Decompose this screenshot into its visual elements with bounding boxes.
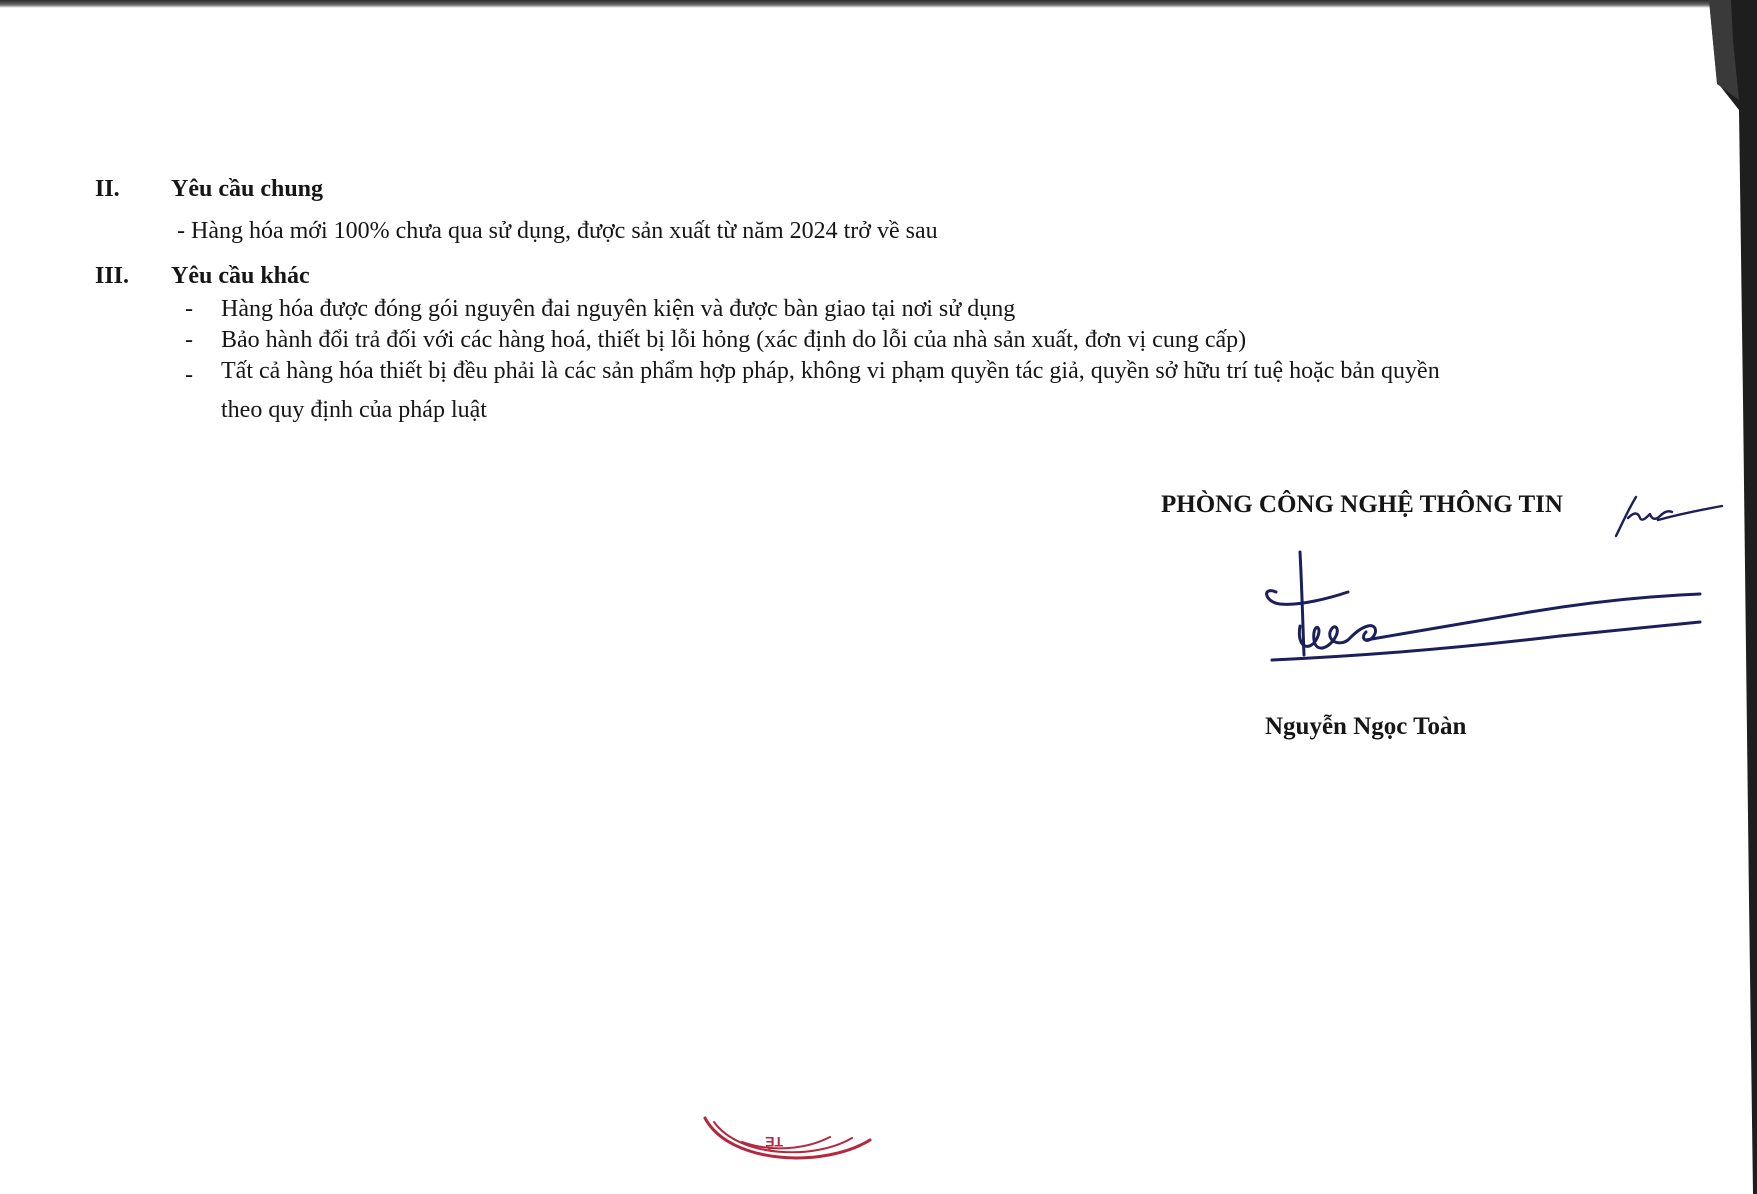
scan-top-edge [0, 0, 1757, 8]
handwritten-signature [1267, 552, 1700, 660]
list-bullet: - [185, 327, 193, 353]
section-3-title: Yêu cầu khác [171, 263, 310, 289]
section-3-number: III. [95, 263, 130, 289]
list-bullet: - [185, 296, 193, 322]
section-2-number: II. [95, 176, 120, 202]
initials-mark [1616, 497, 1722, 536]
section-2-title: Yêu cầu chung [171, 176, 324, 202]
list-item: Hàng hóa được đóng gói nguyên đai nguyên kiện và được bàn giao tại nơi sử dụng [221, 296, 1016, 322]
stamp-seal [705, 1118, 870, 1158]
department-name: PHÒNG CÔNG NGHỆ THÔNG TIN [1161, 491, 1563, 518]
stamp-text: TÊ [765, 1134, 783, 1150]
list-item: Tất cả hàng hóa thiết bị đều phải là các sản phẩm hợp pháp, không vi phạm quyền tác giả, quyền sở hữu trí tuệ hoặc bản quyền [221, 358, 1440, 384]
list-bullet: - [185, 362, 193, 388]
signer-name: Nguyễn Ngọc Toàn [1265, 713, 1467, 740]
list-item-continuation: theo quy định của pháp luật [221, 397, 487, 423]
section-2-line: - Hàng hóa mới 100% chưa qua sử dụng, được sản xuất từ năm 2024 trở về sau [177, 218, 938, 244]
scan-right-edge [1709, 0, 1757, 1194]
list-item: Bảo hành đổi trả đối với các hàng hoá, thiết bị lỗi hỏng (xác định do lỗi của nhà sản xuất, đơn vị cung cấp) [221, 327, 1247, 353]
